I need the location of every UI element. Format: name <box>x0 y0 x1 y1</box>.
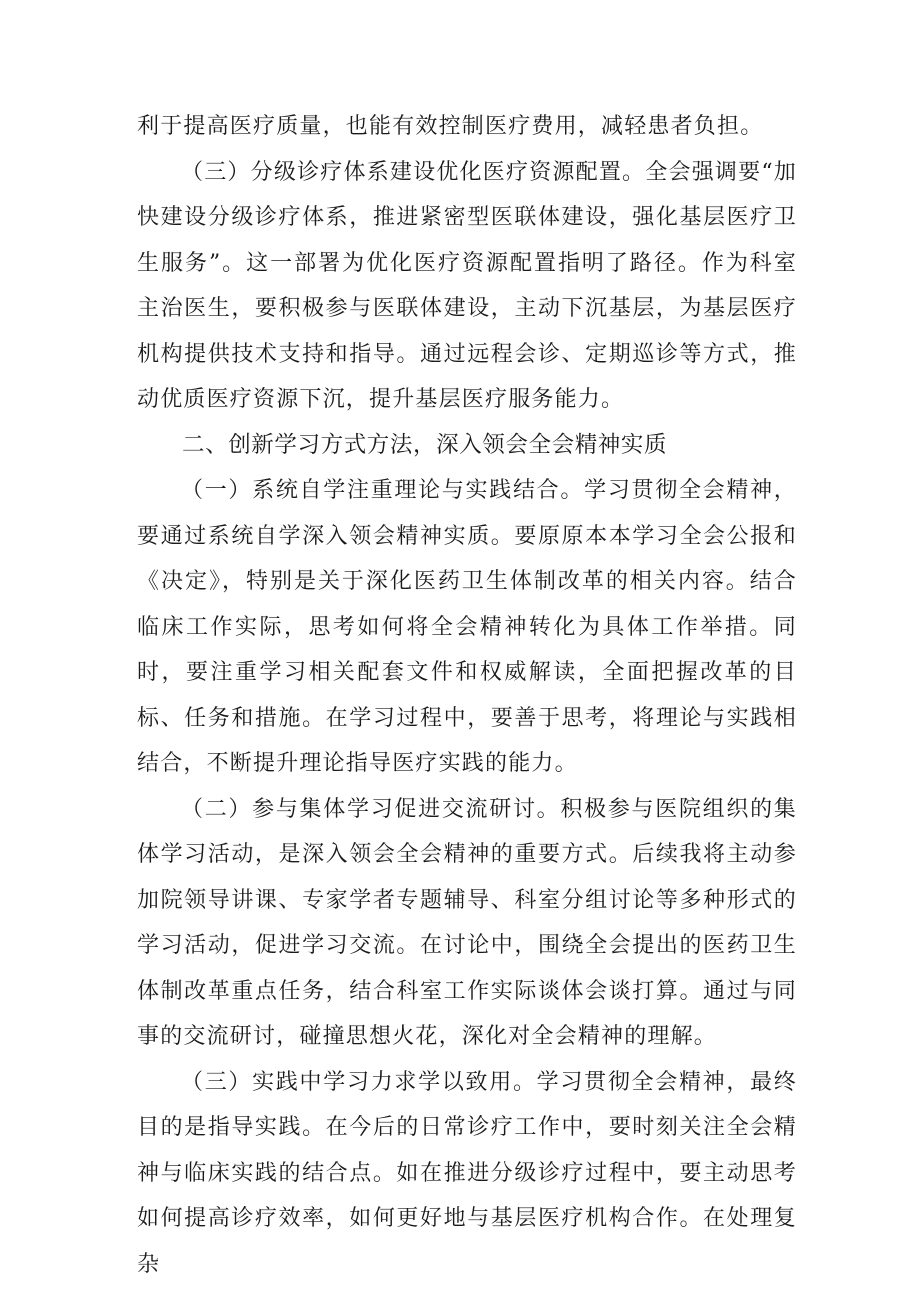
section-heading-2: 二、创新学习方式方法，深入领会全会精神实质 <box>182 431 668 458</box>
paragraph-2-1: （一）系统自学注重理论与实践结合。学习贯彻全会精神，要通过系统自学深入领会精神实质。要原原本本学习全会公报和《决定》，特别是关于深化医药卫生体制改革的相关内容。结合临床工作实际，思考如何将全会精神转化为具体工作举措。同时，要注重学习相关配套文件和权威解读，全面把握改革的目标、任务和措施。在学习过程中，要善于思考，将理论与实践相结合，不断提升理论指导医疗实践的能力。 <box>137 478 797 776</box>
paragraph-2-3: （三）实践中学习力求学以致用。学习贯彻全会精神，最终目的是指导实践。在今后的日常诊疗工作中，要时刻关注全会精神与临床实践的结合点。如在推进分级诊疗过程中，要主动思考如何提高诊疗效率，如何更好地与基层医疗机构合作。在处理复杂 <box>137 1069 797 1277</box>
document-body <box>137 104 797 1287</box>
paragraph-2-2: （二）参与集体学习促进交流研讨。积极参与医院组织的集体学习活动，是深入领会全会精神的重要方式。后续我将主动参加院领导讲课、专家学者专题辅导、科室分组讨论等多种形式的学习活动，促进学习交流。在讨论中，围绕全会提出的医药卫生体制改革重点任务，结合科室工作实际谈体会谈打算。通过与同事的交流研讨，碰撞思想火花，深化对全会精神的理解。 <box>137 796 797 1049</box>
paragraph-1-3: （三）分级诊疗体系建设优化医疗资源配置。全会强调要“加快建设分级诊疗体系，推进紧密型医联体建设，强化基层医疗卫生服务”。这一部署为优化医疗资源配置指明了路径。作为科室主治医生，要积极参与医联体建设，主动下沉基层，为基层医疗机构提供技术支持和指导。通过远程会诊、定期巡诊等方式，推动优质医疗资源下沉，提升基层医疗服务能力。 <box>137 159 797 412</box>
continuation-paragraph: 利于提高医疗质量，也能有效控制医疗费用，减轻患者负担。 <box>137 114 764 139</box>
